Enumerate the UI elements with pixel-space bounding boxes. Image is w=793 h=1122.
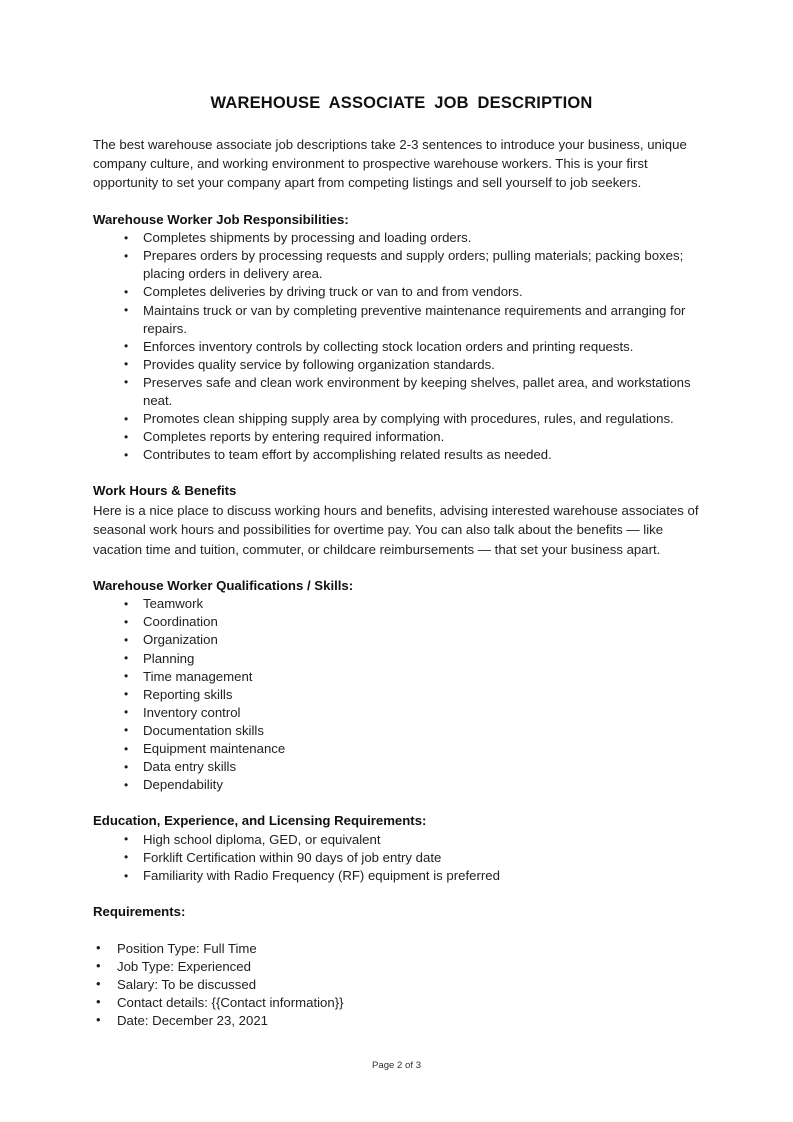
education-list [93, 831, 710, 885]
responsibilities-list [93, 229, 710, 464]
qualifications-list [93, 595, 710, 794]
list-item: • Planning [93, 650, 710, 668]
responsibilities-heading: Warehouse Worker Job Responsibilities: [93, 211, 349, 227]
list-item: • Documentation skills [93, 722, 710, 740]
list-item: • Prepares orders by processing requests and supply orders; pulling materials; packing boxes; placing orders in delivery area. [93, 247, 710, 283]
requirements-list [93, 940, 710, 1030]
list-item: • Provides quality service by following organization standards. [93, 356, 710, 374]
document-body [93, 94, 710, 1030]
page-footer: Page 2 of 3 [371, 1060, 422, 1071]
work-hours-heading: Work Hours & Benefits [93, 483, 237, 499]
list-item: • High school diploma, GED, or equivalent [93, 831, 710, 849]
list-item: • Time management [93, 668, 710, 686]
list-item: • Teamwork [93, 595, 710, 613]
list-item: • Completes reports by entering required information. [93, 428, 710, 446]
list-item: • Date: December 23, 2021 [93, 1012, 710, 1030]
qualifications-heading: Warehouse Worker Qualifications / Skills: [93, 577, 354, 593]
page-title: WAREHOUSE ASSOCIATE JOB DESCRIPTION [210, 94, 593, 112]
list-item: • Forklift Certification within 90 days of job entry date [93, 849, 710, 867]
list-item: • Familiarity with Radio Frequency (RF) equipment is preferred [93, 867, 710, 885]
section-requirements [93, 903, 710, 1030]
education-heading: Education, Experience, and Licensing Requirements: [93, 813, 427, 829]
list-item: • Completes deliveries by driving truck or van to and from vendors. [93, 283, 710, 301]
list-item: • Preserves safe and clean work environment by keeping shelves, pallet area, and workstations neat. [93, 374, 710, 410]
section-responsibilities [93, 211, 710, 465]
list-item: • Job Type: Experienced [93, 958, 710, 976]
list-item: • Equipment maintenance [93, 740, 710, 758]
list-item: • Enforces inventory controls by collecting stock location orders and printing requests. [93, 338, 710, 356]
list-item: • Maintains truck or van by completing preventive maintenance requirements and arranging for repairs. [93, 302, 710, 338]
list-item: • Data entry skills [93, 758, 710, 776]
requirements-heading: Requirements: [93, 904, 186, 920]
list-item: • Contributes to team effort by accomplishing related results as needed. [93, 446, 710, 464]
work-hours-paragraph: Here is a nice place to discuss working hours and benefits, advising interested warehouse associates of seasonal work hours and possibilities for overtime pay. You can also talk about the benefits — like vacation time and tuition, commuter, or childcare reimbursements — that set your business apart. [93, 502, 699, 557]
list-item: • Dependability [93, 776, 710, 794]
list-item: • Reporting skills [93, 686, 710, 704]
requirements-spacer [93, 922, 710, 940]
list-item: • Contact details: {{Contact information}} [93, 994, 710, 1012]
list-item: • Completes shipments by processing and loading orders. [93, 229, 710, 247]
list-item: • Inventory control [93, 704, 710, 722]
list-item: • Coordination [93, 613, 710, 631]
section-education [93, 812, 710, 885]
section-work-hours [93, 482, 710, 558]
list-item: • Organization [93, 631, 710, 649]
intro-paragraph: The best warehouse associate job descriptions take 2-3 sentences to introduce your business, unique company culture, and working environment to prospective warehouse workers. This is your first opportunity to set your company apart from competing listings and sell yourself to job seekers. [93, 136, 687, 191]
section-qualifications [93, 577, 710, 795]
list-item: • Promotes clean shipping supply area by complying with procedures, rules, and regulations. [93, 410, 710, 428]
list-item: • Position Type: Full Time [93, 940, 710, 958]
list-item: • Salary: To be discussed [93, 976, 710, 994]
